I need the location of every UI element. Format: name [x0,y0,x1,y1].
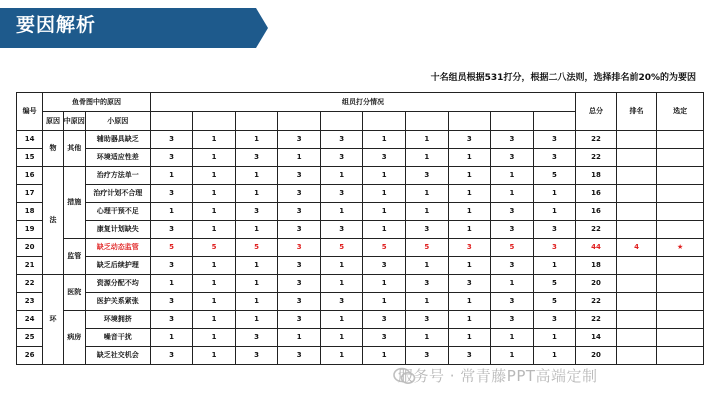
score-cell: 1 [193,167,236,185]
score-cell: 1 [150,275,193,293]
score-cell: 1 [193,257,236,275]
page-title: 要因解析 [16,14,97,36]
score-cell: 1 [363,167,406,185]
score-cell: 1 [406,329,449,347]
header-no: 编号 [17,93,43,131]
score-cell: 1 [320,311,363,329]
score-cell: 1 [320,257,363,275]
score-cell: 5 [533,293,576,311]
score-cell: 1 [363,275,406,293]
score-cell: 3 [278,257,321,275]
score-cell: 3 [235,329,278,347]
score-cell: 5 [150,239,193,257]
small-cause-cell: 缺乏动态监管 [85,239,150,257]
score-cell: 1 [448,329,491,347]
table-row [17,347,704,365]
score-cell: 3 [491,203,534,221]
cause-wu: 物 [43,131,63,167]
table-row [17,149,704,167]
score-cell: 5 [406,239,449,257]
score-cell: 1 [150,167,193,185]
score-cell: 3 [491,131,534,149]
rank-cell [616,167,657,185]
score-cell: 3 [406,221,449,239]
score-cell: 3 [448,239,491,257]
score-cell: 1 [235,275,278,293]
total-cell: 22 [576,293,617,311]
selected-cell [657,185,704,203]
score-cell: 1 [235,131,278,149]
score-cell: 1 [533,329,576,347]
score-cell: 1 [363,203,406,221]
score-cell: 3 [320,131,363,149]
header-fishbone: 鱼骨图中的原因 [43,93,150,112]
score-cell: 3 [278,275,321,293]
score-cell: 1 [406,293,449,311]
score-cell: 5 [491,239,534,257]
score-cell: 3 [363,311,406,329]
score-cell: 1 [491,167,534,185]
score-cell: 3 [491,293,534,311]
score-cell: 1 [491,329,534,347]
score-cell: 5 [533,167,576,185]
score-cell: 1 [448,203,491,221]
row-no: 21 [17,257,43,275]
table-row [17,203,704,221]
score-cell: 3 [278,221,321,239]
score-cell: 3 [150,185,193,203]
score-cell: 5 [320,239,363,257]
small-cause-cell: 缺乏社交机会 [85,347,150,365]
score-cell: 3 [278,167,321,185]
rank-cell [616,347,657,365]
selected-cell [657,167,704,185]
selected-cell [657,203,704,221]
score-cell: 3 [235,347,278,365]
small-cause-cell: 治疗方法单一 [85,167,150,185]
score-cell: 1 [491,347,534,365]
score-cell: 1 [320,329,363,347]
score-cell: 3 [320,293,363,311]
score-cell: 1 [320,167,363,185]
score-cell: 3 [150,149,193,167]
score-cell: 1 [320,203,363,221]
score-cell: 1 [235,221,278,239]
small-cause-cell: 辅助器具缺乏 [85,131,150,149]
row-no: 15 [17,149,43,167]
score-cell: 3 [448,347,491,365]
score-cell: 5 [363,239,406,257]
total-cell: 22 [576,131,617,149]
score-cell: 1 [406,185,449,203]
row-no: 17 [17,185,43,203]
total-cell: 18 [576,257,617,275]
small-cause-cell: 治疗计划不合理 [85,185,150,203]
selected-cell [657,221,704,239]
score-cell: 1 [193,347,236,365]
total-cell: 20 [576,347,617,365]
rank-cell [616,275,657,293]
score-cell: 1 [406,149,449,167]
watermark-text: 服务号 · 常青藤PPT高端定制 [398,367,598,385]
score-cell: 1 [448,167,491,185]
small-cause-cell: 资源分配不均 [85,275,150,293]
total-cell: 22 [576,149,617,167]
row-no: 19 [17,221,43,239]
score-cell: 3 [533,221,576,239]
mid-cause-ward: 病房 [63,311,85,365]
total-cell: 20 [576,275,617,293]
score-cell: 3 [278,185,321,203]
score-cell: 3 [235,203,278,221]
score-cell: 1 [193,221,236,239]
score-cell: 1 [533,203,576,221]
table-row [17,275,704,293]
selected-cell [657,275,704,293]
score-cell: 1 [491,275,534,293]
rank-cell [616,203,657,221]
table-row [17,167,704,185]
score-cell: 3 [533,239,576,257]
cause-fa: 法 [43,167,63,275]
score-cell: 3 [278,347,321,365]
score-cell: 1 [533,347,576,365]
score-cell: 1 [363,131,406,149]
score-cell: 3 [150,257,193,275]
score-cell: 1 [533,185,576,203]
row-no: 25 [17,329,43,347]
score-cell: 1 [235,167,278,185]
score-cell: 3 [150,293,193,311]
selected-cell [657,311,704,329]
score-cell: 3 [448,131,491,149]
score-cell: 3 [150,347,193,365]
header-mid-cause: 中原因 [63,112,85,131]
row-no: 23 [17,293,43,311]
small-cause-cell: 心理干预不足 [85,203,150,221]
score-cell: 1 [363,347,406,365]
rank-cell [616,131,657,149]
score-cell: 3 [320,149,363,167]
table-row [17,221,704,239]
score-cell: 1 [320,275,363,293]
table-subtitle: 十名组员根据531打分，根据二八法则，选择排名前20%的为要因 [430,73,696,83]
score-cell: 1 [448,293,491,311]
table-row [17,311,704,329]
score-cell: 1 [406,203,449,221]
score-cell: 3 [491,311,534,329]
table-row [17,293,704,311]
row-no: 22 [17,275,43,293]
score-cell: 3 [278,131,321,149]
score-cell: 1 [193,185,236,203]
score-cell: 1 [278,329,321,347]
header-small-cause: 小原因 [85,112,150,131]
score-cell: 3 [533,131,576,149]
score-cell: 1 [406,131,449,149]
score-cell: 3 [448,275,491,293]
table-row [17,329,704,347]
rank-cell [616,257,657,275]
score-cell: 1 [448,221,491,239]
total-cell: 22 [576,311,617,329]
score-cell: 3 [363,149,406,167]
score-cell: 1 [193,131,236,149]
score-cell: 1 [278,149,321,167]
table-row [17,185,704,203]
score-cell: 3 [278,239,321,257]
score-cell: 3 [363,329,406,347]
small-cause-cell: 医护关系紧张 [85,293,150,311]
cause-huan: 环 [43,275,63,365]
mid-cause-supervision: 监管 [63,239,85,275]
rank-cell: 4 [616,239,657,257]
row-no: 18 [17,203,43,221]
score-cell: 3 [320,221,363,239]
total-cell: 18 [576,167,617,185]
selected-cell [657,149,704,167]
header-cause: 原因 [43,112,63,131]
total-cell: 14 [576,329,617,347]
score-cell: 1 [491,185,534,203]
total-cell: 22 [576,221,617,239]
total-cell: 16 [576,185,617,203]
score-cell: 3 [320,185,363,203]
score-cell: 1 [235,257,278,275]
row-no: 24 [17,311,43,329]
rank-cell [616,185,657,203]
score-cell: 1 [193,329,236,347]
score-cell: 1 [448,311,491,329]
table-row [17,257,704,275]
score-cell: 1 [448,149,491,167]
selected-cell [657,131,704,149]
mid-cause-measures: 措施 [63,167,85,239]
score-cell: 1 [235,185,278,203]
row-no: 14 [17,131,43,149]
header-scores: 组员打分情况 [150,93,576,112]
score-cell: 1 [235,311,278,329]
header-rank: 排名 [616,93,657,131]
score-cell: 1 [150,203,193,221]
score-cell: 3 [150,311,193,329]
score-cell: 3 [278,293,321,311]
score-cell: 3 [533,311,576,329]
score-cell: 1 [235,293,278,311]
score-cell: 3 [491,257,534,275]
score-cell: 3 [406,347,449,365]
score-cell: 1 [363,293,406,311]
score-cell: 5 [235,239,278,257]
score-cell: 5 [533,275,576,293]
score-cell: 3 [150,221,193,239]
score-cell: 1 [193,311,236,329]
rank-cell [616,311,657,329]
mid-cause-hospital: 医院 [63,275,85,311]
score-cell: 1 [448,257,491,275]
row-no: 26 [17,347,43,365]
header-total: 总分 [576,93,617,131]
score-cell: 3 [406,311,449,329]
rank-cell [616,329,657,347]
score-cell: 3 [235,149,278,167]
score-cell: 1 [193,203,236,221]
score-cell: 1 [193,149,236,167]
score-cell: 1 [150,329,193,347]
rank-cell [616,221,657,239]
selected-cell [657,293,704,311]
score-cell: 3 [533,149,576,167]
score-cell: 1 [448,185,491,203]
score-table [16,92,704,365]
row-no: 16 [17,167,43,185]
selected-cell: ★ [657,239,704,257]
selected-cell [657,329,704,347]
score-cell: 3 [363,257,406,275]
score-cell: 3 [406,275,449,293]
score-cell: 3 [406,167,449,185]
mid-cause-other: 其他 [63,131,85,167]
score-cell: 1 [406,257,449,275]
small-cause-cell: 环境适应性差 [85,149,150,167]
total-cell: 44 [576,239,617,257]
table-row [17,239,704,257]
header-selected: 选定 [657,93,704,131]
table-row [17,131,704,149]
score-cell: 3 [278,203,321,221]
rank-cell [616,293,657,311]
score-cell: 1 [193,275,236,293]
score-cell: 1 [533,257,576,275]
score-cell: 1 [320,347,363,365]
small-cause-cell: 环境拥挤 [85,311,150,329]
score-cell: 1 [193,293,236,311]
score-cell: 3 [278,311,321,329]
score-cell: 3 [491,221,534,239]
score-cell: 1 [363,185,406,203]
total-cell: 16 [576,203,617,221]
score-cell: 5 [193,239,236,257]
score-cell: 3 [491,149,534,167]
small-cause-cell: 噪音干扰 [85,329,150,347]
small-cause-cell: 康复计划缺失 [85,221,150,239]
score-cell: 1 [363,221,406,239]
row-no: 20 [17,239,43,257]
selected-cell [657,347,704,365]
rank-cell [616,149,657,167]
score-cell: 3 [150,131,193,149]
selected-cell [657,257,704,275]
small-cause-cell: 缺乏后续护理 [85,257,150,275]
